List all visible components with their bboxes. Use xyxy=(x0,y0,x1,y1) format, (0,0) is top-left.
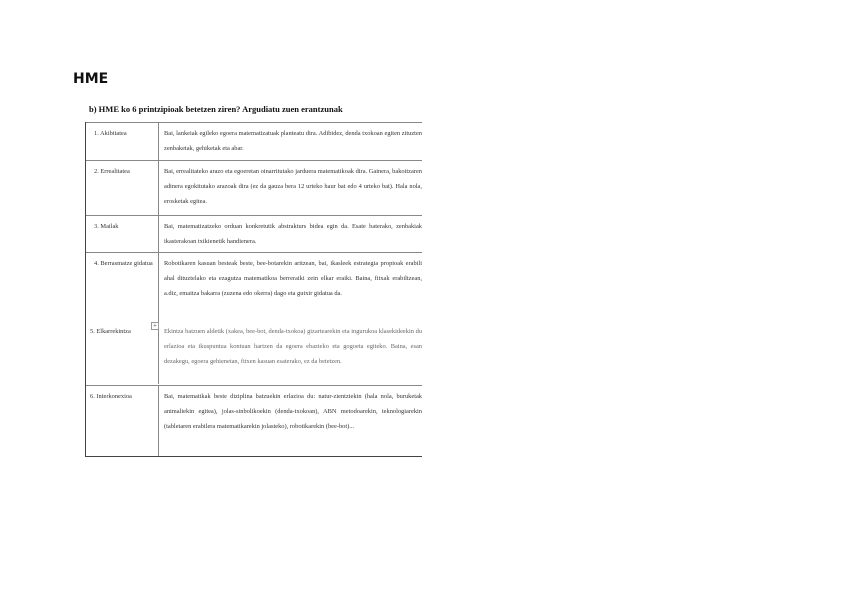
principle-label: 6. Interkonexioa xyxy=(86,386,159,456)
table-row xyxy=(86,252,422,321)
table-move-handle-icon[interactable]: + xyxy=(152,323,158,329)
principle-answer: Bai, lankeiak egileko egoera matematizatuak planteatu dira. Adibidez, denda txokoan egiten zituzten zenbaketak, gehiketak eta abar. xyxy=(164,130,422,152)
table-row xyxy=(86,160,422,215)
principle-label: 5. Elkarrekintza xyxy=(86,321,159,384)
principle-label: 3. Mailak xyxy=(86,216,159,252)
principle-label: 2. Errealitatea xyxy=(86,161,159,215)
table-row xyxy=(86,321,422,384)
principle-answer: Robotikaren kasuan besteak beste, bee-botarekin aritzean, bai, ikasleek estrategia propioak erabili ahal dituztelako eta ezagutza matematikoa berreraiki zein elkar eraiki. Baina, fitxak erabiltzean, a.diz, emaitza bakarra (zuzena edo okerra) dago eta gutxir gidatua da. xyxy=(164,260,422,297)
principle-answer: Ekintza batzuen aldetik (xakea, bee-bot, denda-txokoa) gizartearekin eta ingurukoa klasekideekin du erlazioa eta ikuspuntua kontuan hartzen da egoera ebazteko eta gogoeta egiteko. Baina, esan dezakegu, egoera gehienetan, fitxen kasuan esaterako, ez da betetzen. xyxy=(164,328,422,365)
principle-answer: Bai, errealitateko arazo eta egoeretan oinarritutako jarduera matematikoak dira. Gainera, bakoitzaren adinera egokitutako arazoak dira (ez da gauza bera 12 urteko haur bat edo 4 urteko bat). Hala nola, erosketak egitea. xyxy=(164,168,422,205)
question-heading: b) HME ko 6 printzipioak betetzen ziren? Argudiatu zuen erantzunak xyxy=(89,104,343,114)
table-row xyxy=(86,385,422,456)
table-row xyxy=(86,215,422,252)
table-row xyxy=(86,122,422,160)
principle-label: 4. Berrasmatze gidatua xyxy=(86,253,159,321)
principles-table xyxy=(85,122,422,457)
principle-answer: Bai, matematikak beste diziplina batzuekin erlazioa du: natur-zientziekin (hala nola, buruketak animaliekin egitea), jolas-sinbolikoekin (denda-txokoan), ABN metodoarekin, teknologiarekin (tabletaren erabilera matematikarekin jolasteko), robotikarekin (bee-bot)... xyxy=(164,393,422,430)
principle-answer: Bai, matematizatzeko orduan konkretutik abstrakturs bidea egin da. Esate baterako, zenbakiak ikasterakoan txikienetik handienera. xyxy=(164,223,422,245)
document-title: HME xyxy=(73,71,109,87)
principle-label: 1. Akibitatea xyxy=(86,123,159,160)
